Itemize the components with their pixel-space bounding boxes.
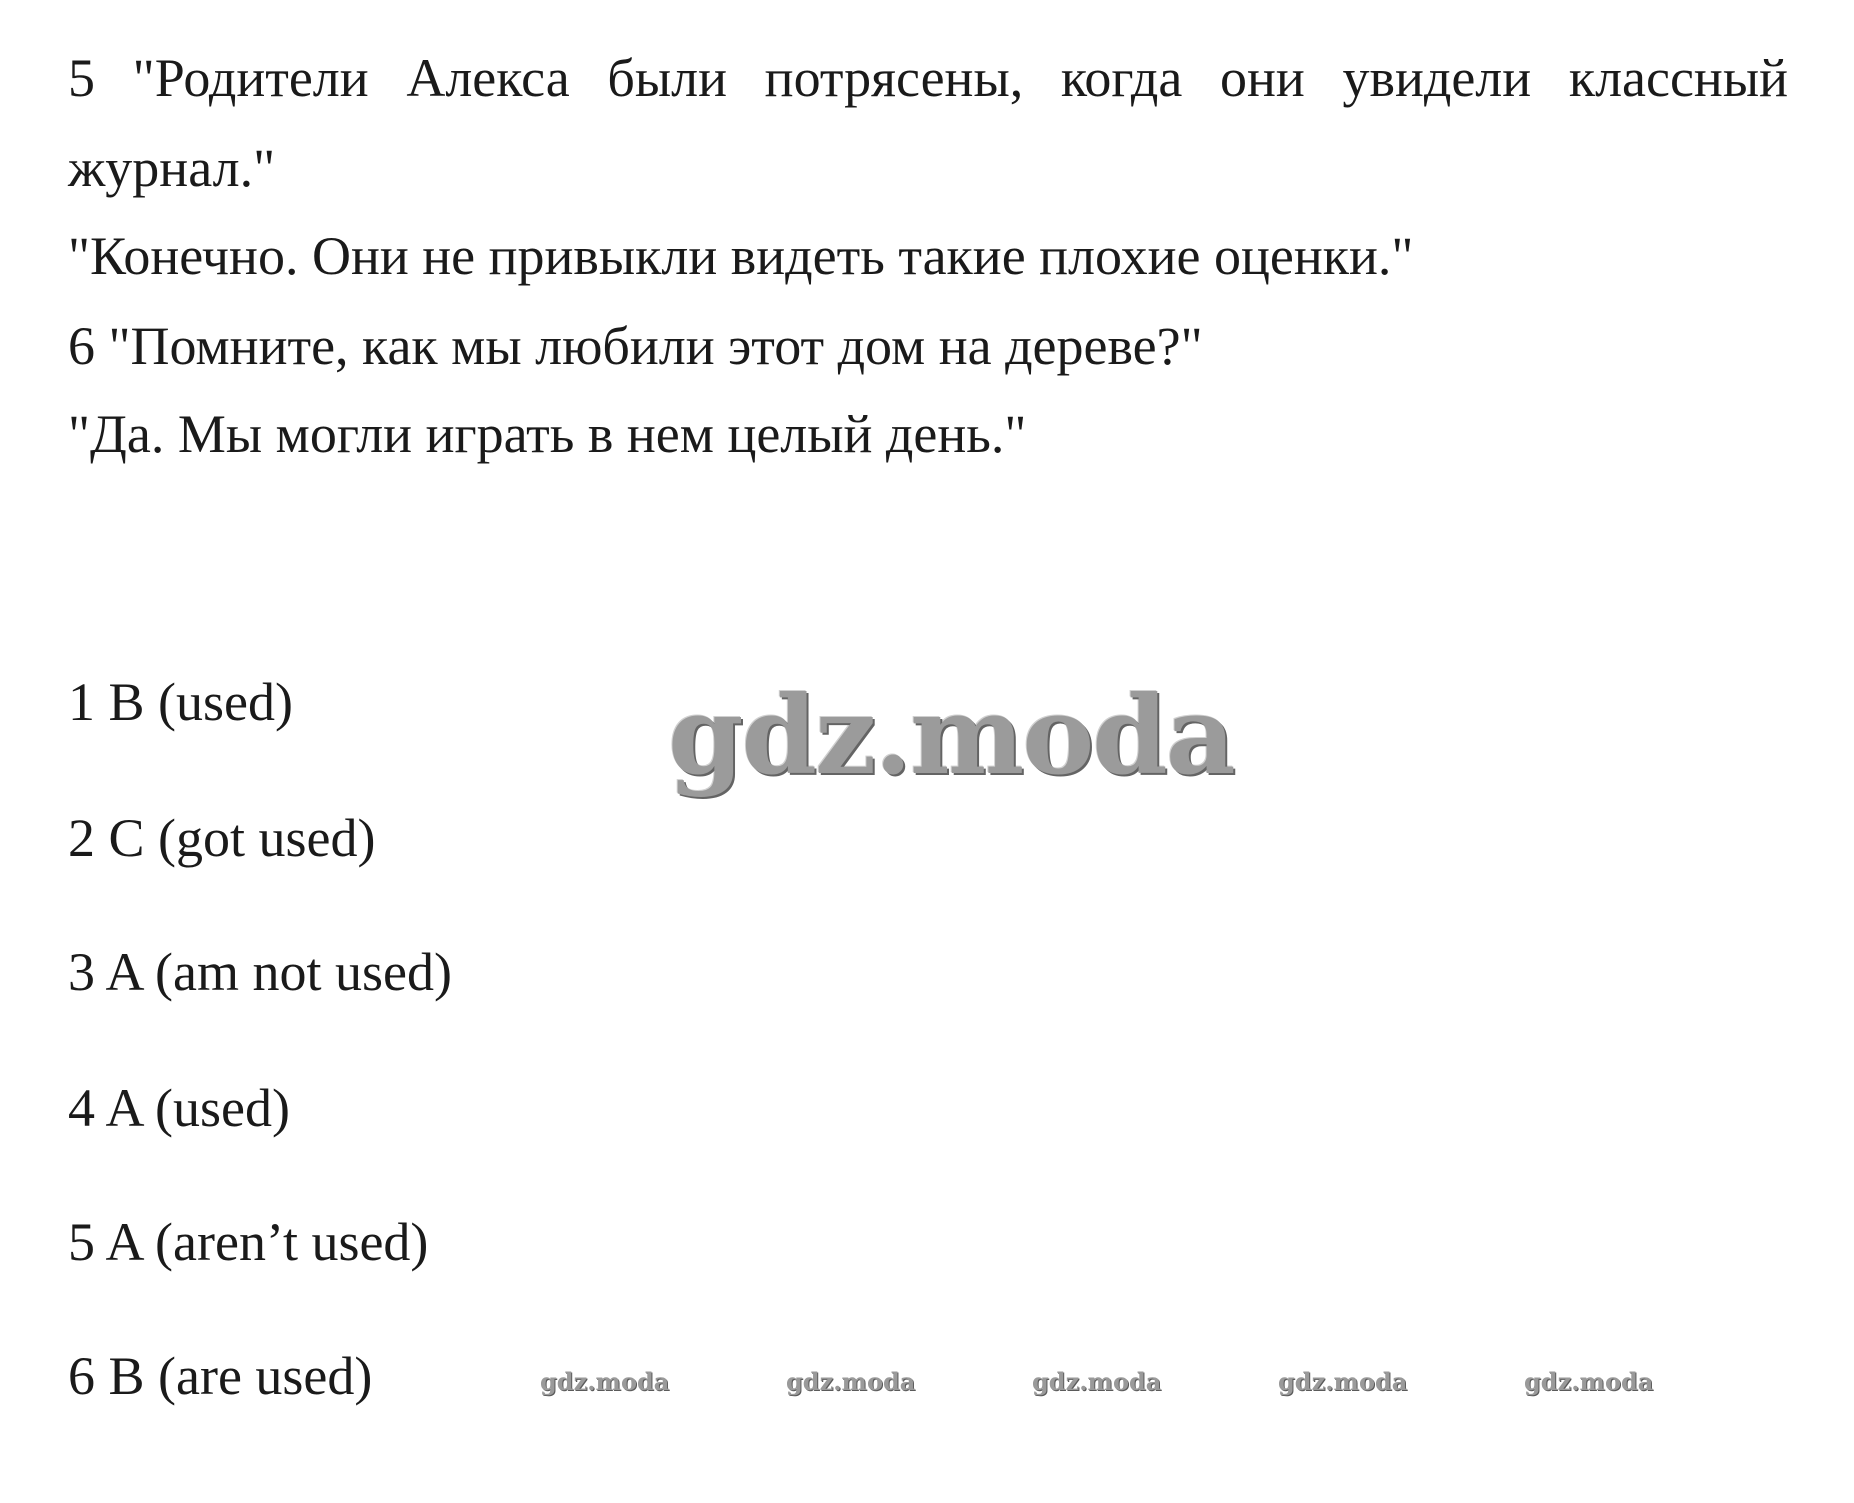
watermark-main: gdz.moda bbox=[668, 673, 1234, 799]
answer-2: 2 C (got used) bbox=[68, 808, 376, 868]
watermark-small-2: gdz.moda bbox=[786, 1367, 916, 1396]
answer-1: 1 B (used) bbox=[68, 672, 293, 732]
answer-5: 5 A (aren’t used) bbox=[68, 1212, 429, 1272]
translation-line-5-reply: "Конечно. Они не привыкли видеть такие плохие оценки." bbox=[68, 226, 1414, 286]
translation-line-5-part1: 5 "Родители Алекса были потрясены, когда они увидели классный bbox=[68, 48, 1788, 108]
watermark-small-4: gdz.moda bbox=[1278, 1367, 1408, 1396]
watermark-small-1: gdz.moda bbox=[540, 1367, 670, 1396]
translation-line-5-part2: журнал." bbox=[68, 138, 276, 198]
watermark-small-3: gdz.moda bbox=[1032, 1367, 1162, 1396]
answer-6: 6 B (are used) bbox=[68, 1346, 373, 1406]
translation-line-6: 6 "Помните, как мы любили этот дом на дереве?" bbox=[68, 316, 1203, 376]
answer-4: 4 A (used) bbox=[68, 1078, 290, 1138]
answer-3: 3 A (am not used) bbox=[68, 942, 452, 1002]
watermark-small-5: gdz.moda bbox=[1524, 1367, 1654, 1396]
translation-line-6-reply: "Да. Мы могли играть в нем целый день." bbox=[68, 404, 1027, 464]
